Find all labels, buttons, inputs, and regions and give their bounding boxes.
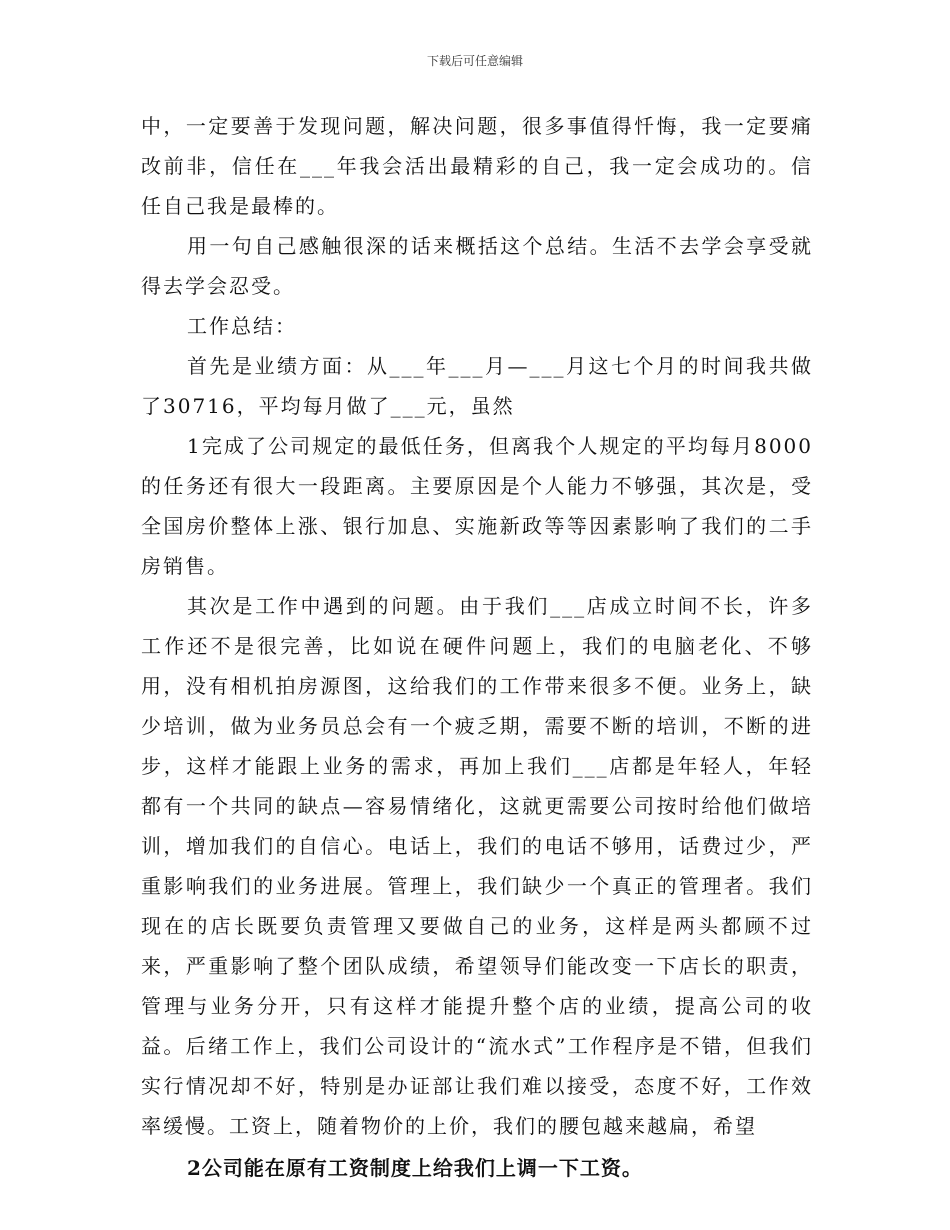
paragraph-continuation: 中，一定要善于发现问题，解决问题，很多事值得忏悔，我一定要痛改前非，信任在___年我会活出最精彩的自己，我一定会成功的。信任自己我是最棒的。 bbox=[141, 114, 813, 218]
paragraph-salary-request: 2公司能在原有工资制度上给我们上调一下工资。 bbox=[187, 1156, 643, 1180]
paragraph-task-completion: 1完成了公司规定的最低任务，但离我个人规定的平均每月8000的任务还有很大一段距离。主要原因是个人能力不够强，其次是，受全国房价整体上涨、银行加息、实施新政等等因素影响了我们的二手房销售。 bbox=[141, 434, 813, 578]
page-header: 下载后可任意编辑 bbox=[426, 54, 523, 68]
paragraph-summary-quote: 用一句自己感触很深的话来概括这个总结。生活不去学会享受就得去学会忍受。 bbox=[141, 234, 813, 298]
paragraph-performance: 首先是业绩方面：从___年___月—___月这七个月的时间我共做了30716，平均每月做了___元，虽然 bbox=[141, 354, 813, 418]
paragraph-work-problems: 其次是工作中遇到的问题。由于我们___店成立时间不长，许多工作还不是很完善，比如说在硬件问题上，我们的电脑老化、不够用，没有相机拍房源图，这给我们的工作带来很多不便。业务上，缺少培训，做为业务员总会有一个疲乏期，需要不断的培训，不断的进步，这样才能跟上业务的需求，再加上我们___店都是年轻人，年轻都有一个共同的缺点—容易情绪化，这就更需要公司按时给他们做培训，增加我们的自信心。电话上，我们的电话不够用，话费过少，严重影响我们的业务进展。管理上，我们缺少一个真正的管理者。我们现在的店长既要负责管理又要做自己的业务，这样是两头都顾不过来，严重影响了整个团队成绩，希望领导们能改变一下店长的职责，管理与业务分开，只有这样才能提升整个店的业绩，提高公司的收益。后绪工作上，我们公司设计的“流水式”工作程序是不错，但我们实行情况却不好，特别是办证部让我们难以接受，态度不好，工作效率缓慢。工资上，随着物价的上价，我们的腰包越来越扁，希望 bbox=[141, 594, 813, 1138]
document-body bbox=[141, 106, 813, 1188]
section-heading-work-summary: 工作总结： bbox=[187, 314, 297, 338]
